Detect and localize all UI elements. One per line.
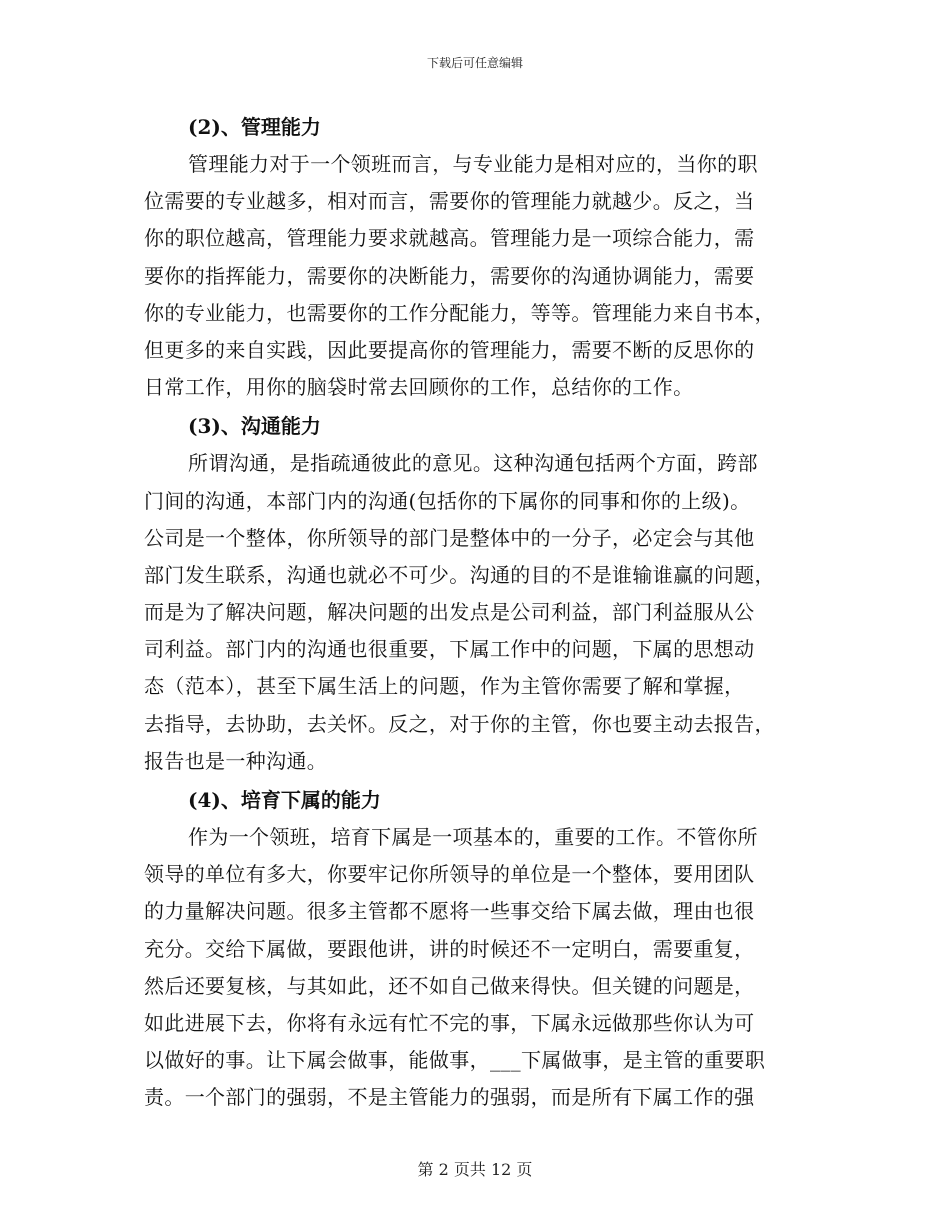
- paragraph-line: 公司是一个整体，你所领导的部门是整体中的一分子，必定会与其他: [144, 525, 755, 550]
- paragraph-line: 然后还要复核，与其如此，还不如自己做来得快。但关键的问题是，: [144, 973, 755, 998]
- paragraph-line: 报告也是一种沟通。: [144, 748, 328, 773]
- paragraph-line: 作为一个领班，培育下属是一项基本的，重要的工作。不管你所: [188, 825, 758, 849]
- section-heading: (4)、培育下属的能力: [188, 788, 381, 812]
- paragraph-line: 管理能力对于一个领班而言，与专业能力是相对应的，当你的职: [188, 152, 758, 176]
- section-communication: [144, 408, 804, 780]
- paragraph-line: 日常工作，用你的脑袋时常去回顾你的工作，总结你的工作。: [144, 375, 694, 400]
- paragraph-line: 态（范本），甚至下属生活上的问题，作为主管你需要了解和掌握，: [144, 674, 745, 699]
- paragraph-line: 如此进展下去，你将有永远有忙不完的事，下属永远做那些你认为可: [144, 1010, 755, 1035]
- paragraph-line: 你的专业能力，也需要你的工作分配能力，等等。管理能力来自书本，: [144, 300, 775, 325]
- paragraph-line: 司利益。部门内的沟通也很重要，下属工作中的问题，下属的思想动: [144, 637, 755, 662]
- page-header: 下载后可任意编辑: [426, 56, 523, 70]
- paragraph-line: 你的职位越高，管理能力要求就越高。管理能力是一项综合能力，需: [144, 226, 755, 251]
- paragraph-line: 领导的单位有多大，你要牢记你所领导的单位是一个整体，要用团队: [144, 862, 755, 887]
- paragraph-line: 所谓沟通，是指疏通彼此的意见。这种沟通包括两个方面，跨部: [188, 451, 758, 476]
- paragraph-line: 去指导，去协助，去关怀。反之，对于你的主管，你也要主动去报告，: [144, 711, 775, 736]
- paragraph-line: 要你的指挥能力，需要你的决断能力，需要你的沟通协调能力，需要: [144, 263, 755, 288]
- document-body: [144, 107, 804, 1117]
- paragraph-line: 以做好的事。让下属会做事，能做事，___下属做事，是主管的重要职: [144, 1048, 766, 1073]
- paragraph-line: 门间的沟通，本部门内的沟通(包括你的下属你的同事和你的上级)。: [144, 488, 751, 513]
- paragraph-line: 部门发生联系，沟通也就必不可少。沟通的目的不是谁输谁赢的问题，: [144, 562, 775, 587]
- section-heading: (2)、管理能力: [188, 115, 321, 139]
- paragraph-line: 充分。交给下属做，要跟他讲，讲的时候还不一定明白，需要重复，: [144, 936, 755, 961]
- paragraph-line: 的力量解决问题。很多主管都不愿将一些事交给下属去做，理由也很: [144, 899, 755, 924]
- paragraph-line: 位需要的专业越多，相对而言，需要你的管理能力就越少。反之，当: [144, 189, 755, 214]
- paragraph-line: 而是为了解决问题，解决问题的出发点是公司利益，部门利益服从公: [144, 600, 755, 625]
- section-management: [144, 109, 804, 406]
- page-number: 第 2 页共 12 页: [417, 1160, 533, 1179]
- paragraph-line: 但更多的来自实践，因此要提高你的管理能力，需要不断的反思你的: [144, 337, 755, 362]
- paragraph-line: 责。一个部门的强弱，不是主管能力的强弱，而是所有下属工作的强: [144, 1085, 755, 1110]
- section-training: [144, 782, 804, 1117]
- section-heading: (3)、沟通能力: [188, 414, 321, 439]
